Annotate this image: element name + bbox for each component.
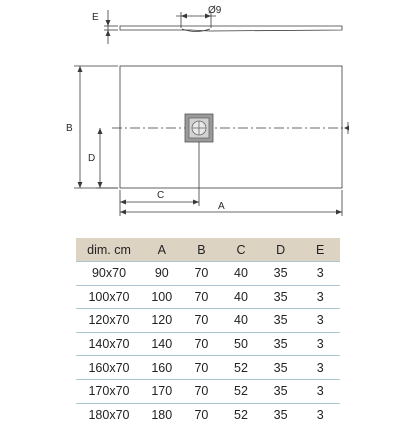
table-row — [76, 285, 340, 309]
cell-size: 160x70 — [76, 356, 142, 380]
cell-c: 40 — [221, 262, 261, 286]
label-a: A — [218, 201, 225, 212]
cell-size: 100x70 — [76, 285, 142, 309]
header-d: D — [261, 238, 301, 262]
cell-c: 52 — [221, 403, 261, 426]
right-center-arrow — [344, 126, 349, 131]
b-arrow-bottom — [78, 182, 83, 188]
cell-d: 35 — [261, 285, 301, 309]
cell-b: 70 — [182, 332, 222, 356]
label-c: C — [157, 190, 165, 201]
table-row — [76, 332, 340, 356]
dimensions-table — [76, 238, 340, 426]
cell-b: 70 — [182, 285, 222, 309]
cell-d: 35 — [261, 356, 301, 380]
cell-a: 90 — [142, 262, 182, 286]
cell-e: 3 — [300, 403, 340, 426]
side-profile-view — [104, 10, 342, 44]
cell-e: 3 — [300, 379, 340, 403]
e-arrow-top — [106, 20, 111, 26]
drain-grate-icon — [185, 114, 213, 142]
header-c: C — [221, 238, 261, 262]
label-d: D — [88, 153, 96, 164]
cell-b: 70 — [182, 309, 222, 333]
cell-a: 170 — [142, 379, 182, 403]
cell-c: 52 — [221, 356, 261, 380]
cell-a: 180 — [142, 403, 182, 426]
a-arrow-left — [120, 210, 126, 215]
cell-size: 120x70 — [76, 309, 142, 333]
cell-d: 35 — [261, 332, 301, 356]
cell-size: 170x70 — [76, 379, 142, 403]
cell-d: 35 — [261, 403, 301, 426]
d-arrow-bottom — [98, 182, 103, 188]
header-b: B — [182, 238, 222, 262]
cell-e: 3 — [300, 356, 340, 380]
cell-d: 35 — [261, 309, 301, 333]
cell-b: 70 — [182, 403, 222, 426]
cell-size: 180x70 — [76, 403, 142, 426]
d-arrow-top — [98, 128, 103, 134]
tray-outline — [120, 66, 342, 188]
table-row — [76, 379, 340, 403]
cell-d: 35 — [261, 262, 301, 286]
cell-b: 70 — [182, 356, 222, 380]
cell-e: 3 — [300, 262, 340, 286]
label-e: E — [92, 12, 99, 23]
header-a: A — [142, 238, 182, 262]
table-header-row — [76, 238, 340, 262]
cell-size: 90x70 — [76, 262, 142, 286]
c-arrow-right — [193, 200, 199, 205]
cell-a: 100 — [142, 285, 182, 309]
cell-e: 3 — [300, 285, 340, 309]
table-row — [76, 356, 340, 380]
tray-profile — [120, 26, 342, 31]
cell-e: 3 — [300, 309, 340, 333]
cell-size: 140x70 — [76, 332, 142, 356]
table-row — [76, 262, 340, 286]
cell-c: 50 — [221, 332, 261, 356]
table-row — [76, 309, 340, 333]
cell-e: 3 — [300, 332, 340, 356]
e-arrow-bottom — [106, 30, 111, 36]
table-row — [76, 403, 340, 426]
c-arrow-left — [120, 200, 126, 205]
cell-b: 70 — [182, 379, 222, 403]
cell-b: 70 — [182, 262, 222, 286]
a-arrow-right — [336, 210, 342, 215]
cell-c: 52 — [221, 379, 261, 403]
b-arrow-top — [78, 66, 83, 72]
label-drain-diameter: Ø9 — [208, 5, 222, 16]
cell-a: 120 — [142, 309, 182, 333]
header-dim-cm: dim. cm — [76, 238, 142, 262]
cell-c: 40 — [221, 285, 261, 309]
header-e: E — [300, 238, 340, 262]
cell-d: 35 — [261, 379, 301, 403]
top-plan-view — [74, 66, 349, 216]
cell-a: 160 — [142, 356, 182, 380]
cell-c: 40 — [221, 309, 261, 333]
cell-a: 140 — [142, 332, 182, 356]
drain-arrow-left — [181, 14, 187, 19]
label-b: B — [66, 123, 73, 134]
